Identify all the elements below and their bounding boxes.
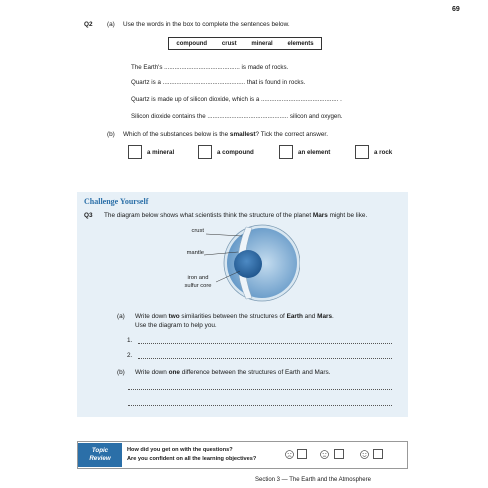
core-layer	[234, 250, 262, 278]
instruction-text: difference between the structures of Earth and Mars.	[180, 369, 331, 376]
emphasis-text: two	[168, 313, 180, 320]
rating-box-low[interactable]	[297, 449, 307, 459]
sad-face-icon	[285, 450, 294, 459]
option-a-compound[interactable]	[198, 145, 254, 159]
instruction-text: similarities between the structures of	[179, 313, 287, 320]
q2-part-a-instruction: Use the words in the box to complete the sentences below.	[123, 21, 290, 28]
answer-line[interactable]	[128, 405, 392, 406]
emphasis-text: smallest	[229, 131, 256, 138]
happy-face-icon	[360, 450, 369, 459]
word-box	[168, 37, 322, 50]
rating-box-medium[interactable]	[334, 449, 344, 459]
instruction-text: and	[302, 313, 318, 320]
label-core-line1: iron and	[187, 275, 209, 281]
instruction-text: Write down	[135, 313, 169, 320]
q2-part-a-label: (a)	[107, 21, 115, 28]
answer-line[interactable]	[138, 343, 392, 344]
q3-instruction	[104, 212, 367, 219]
mars-structure-diagram	[180, 222, 300, 304]
q3-part-b-label: (b)	[117, 369, 125, 376]
q3-part-a-instruction	[135, 313, 334, 320]
answer-line[interactable]	[128, 389, 392, 390]
page-number: 69	[452, 6, 460, 13]
option-label: an element	[298, 148, 331, 156]
question-number-q3: Q3	[84, 212, 93, 219]
label-mantle: mantle	[186, 250, 204, 256]
rating-box-high[interactable]	[373, 449, 383, 459]
q3-part-a-hint: Use the diagram to help you.	[135, 322, 217, 329]
tick-box[interactable]	[128, 145, 142, 159]
option-a-rock[interactable]	[355, 145, 392, 159]
word-box-item: crust	[221, 40, 237, 47]
option-label: a compound	[217, 148, 254, 156]
badge-line: Topic	[91, 447, 109, 454]
neutral-face-icon	[320, 450, 329, 459]
word-box-item: mineral	[251, 40, 273, 47]
q2-part-b-instruction	[123, 131, 328, 138]
challenge-title: Challenge Yourself	[84, 197, 149, 206]
emphasis-text: one	[168, 369, 180, 376]
tick-box[interactable]	[355, 145, 369, 159]
emphasis-text: Earth	[286, 313, 303, 320]
fill-in-sentence[interactable]: Quartz is made up of silicon dioxide, which is a ............................................. .	[131, 96, 342, 103]
instruction-text: Write down	[135, 369, 169, 376]
tick-box[interactable]	[279, 145, 293, 159]
answer-number-2: 2.	[127, 352, 133, 359]
badge-line: Review	[89, 455, 111, 462]
fill-in-sentence[interactable]: Silicon dioxide contains the ............................................... silicon and oxygen.	[131, 113, 343, 120]
question-number-q2: Q2	[84, 21, 93, 28]
instruction-text: The diagram below shows what scientists think the structure of the planet	[104, 212, 313, 219]
section-footer: Section 3 — The Earth and the Atmosphere	[255, 477, 371, 483]
fill-in-sentence[interactable]: Quartz is a ................................................ that is found in rocks.	[131, 79, 306, 86]
emphasis-text: Mars	[317, 313, 333, 320]
option-label: a rock	[374, 148, 393, 156]
q3-part-a-label: (a)	[117, 313, 125, 320]
topic-review-bar	[77, 441, 408, 469]
instruction-text: ? Tick the correct answer.	[255, 131, 328, 138]
review-question-1: How did you get on with the questions?	[127, 447, 233, 453]
option-label: a mineral	[147, 148, 175, 156]
label-crust: crust	[191, 228, 204, 234]
review-question-2: Are you confident on all the learning objectives?	[127, 456, 257, 462]
option-a-mineral[interactable]	[128, 145, 174, 159]
instruction-text: might be like.	[327, 212, 368, 219]
fill-in-sentence[interactable]: The Earth's ............................................ is made of rocks.	[131, 64, 289, 71]
answer-line[interactable]	[138, 358, 392, 359]
tick-box[interactable]	[198, 145, 212, 159]
instruction-text: Which of the substances below is the	[123, 131, 230, 138]
emphasis-text: Mars	[312, 212, 328, 219]
word-box-item: compound	[176, 40, 208, 47]
label-core-line2: sulfur core	[184, 283, 212, 289]
option-an-element[interactable]	[279, 145, 330, 159]
q2-part-b-label: (b)	[107, 131, 115, 138]
instruction-text: .	[332, 313, 334, 320]
q3-part-b-instruction	[135, 369, 331, 376]
topic-review-badge	[78, 443, 122, 467]
word-box-item: elements	[287, 40, 314, 47]
answer-number-1: 1.	[127, 337, 133, 344]
